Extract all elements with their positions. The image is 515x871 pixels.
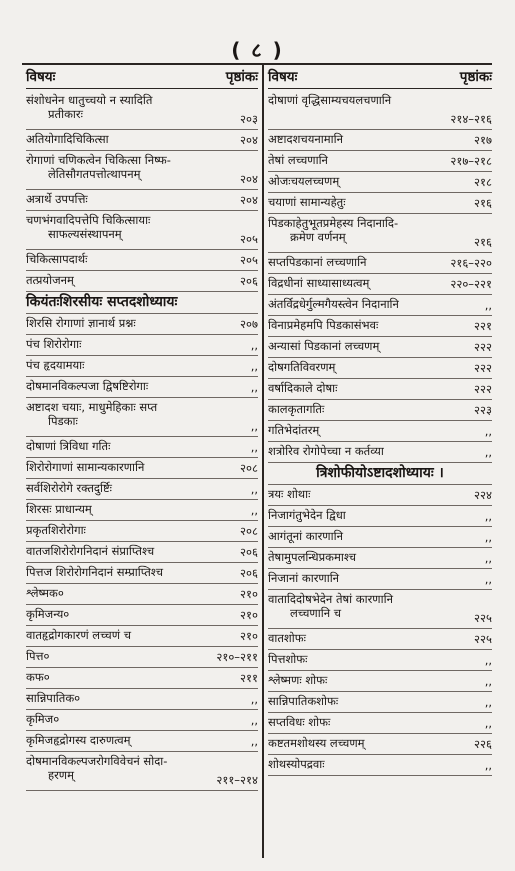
entry-title: तत्प्रयोजनम् [26, 273, 74, 287]
toc-entry [268, 316, 492, 337]
toc-entry [26, 250, 258, 271]
entry-title: दोषगतिविवरणम् [268, 360, 336, 374]
toc-entry [268, 358, 492, 379]
entry-page-number: २११–२१४ [216, 773, 258, 787]
subject-heading: विषयः [268, 69, 298, 85]
entry-title-continued: क्रमेण वर्णनम् [290, 230, 346, 244]
toc-entry [268, 506, 492, 527]
toc-entry [268, 400, 492, 421]
entry-title-continued: साफल्यसंस्थापनम् [48, 227, 122, 241]
right-rows [268, 91, 492, 776]
entry-page-number: २२२ [474, 340, 492, 354]
entry-title: सप्तविधः शोफः [268, 715, 331, 729]
entry-page-number: ,, [250, 440, 258, 454]
entry-page-number: ,, [484, 530, 492, 544]
entry-title: श्लेष्मक० [26, 586, 64, 600]
entry-page-number: २११ [240, 671, 258, 685]
toc-entry [26, 356, 258, 377]
toc-entry [268, 548, 492, 569]
entry-title: सान्निपातिकशोफः [268, 694, 339, 708]
entry-page-number: ,, [484, 551, 492, 565]
entry-title: दोषमानविकल्पजा द्विषष्टिरोगाः [26, 379, 149, 393]
toc-entry [26, 710, 258, 731]
entry-page-number: २०३ [240, 112, 258, 126]
entry-title: कृमिजन्य० [26, 607, 70, 621]
toc-entry [268, 650, 492, 671]
entry-title: वातजशिरोरोगनिदानं संप्राप्तिश्च [26, 544, 155, 558]
toc-entry [26, 377, 258, 398]
toc-entry [268, 713, 492, 734]
left-column-header [26, 66, 258, 89]
toc-entry [26, 314, 258, 335]
entry-title-continued: लच्चणानि च [290, 606, 342, 620]
entry-page-number: २०४ [240, 172, 258, 186]
entry-page-number: २१८ [474, 175, 492, 189]
entry-title: पित्तशोफः [268, 652, 308, 666]
entry-title: शिरसि रोगाणां ज्ञानार्थ प्रश्नः [26, 316, 136, 330]
toc-entry [268, 295, 492, 316]
toc-entry [26, 151, 258, 190]
page-heading: पृष्ठांकः [225, 69, 258, 85]
entry-page-number: ,, [250, 734, 258, 748]
entry-page-number: २०६ [240, 566, 258, 580]
toc-entry [26, 398, 258, 437]
toc-entry [268, 671, 492, 692]
entry-title: निजानां कारणानि [268, 571, 340, 585]
toc-entry [268, 130, 492, 151]
entry-page-number: २१६ [474, 196, 492, 210]
toc-entry [268, 91, 492, 130]
entry-title: अंतर्विद्रधेर्गुल्मगैयस्त्वेन निदानानि [268, 297, 399, 311]
toc-entry [26, 271, 258, 292]
entry-title: कृमिजहृद्रोगस्य दारुणत्वम् [26, 733, 131, 747]
entry-title-continued: प्रतीकारः [48, 107, 83, 121]
toc-entry [26, 626, 258, 647]
entry-page-number: २१६ [474, 235, 492, 249]
toc-entry [26, 91, 258, 130]
toc-entry [268, 214, 492, 253]
entry-title: कियंतःशिरसीयः सप्तदशोध्यायः [26, 294, 178, 310]
entry-page-number: ,, [484, 509, 492, 523]
entry-title: अष्टादश चयाः, माधुमेहिकाः सप्त [26, 400, 158, 414]
right-column-header [268, 66, 492, 89]
entry-title: विद्रधीनां साध्यासाध्यत्वम् [268, 276, 370, 290]
entry-page-number: २२०–२२१ [450, 277, 492, 291]
entry-page-number: २०७ [240, 317, 258, 331]
toc-entry [26, 647, 258, 668]
entry-title: कफ० [26, 670, 50, 684]
entry-title: सान्निपातिक० [26, 691, 81, 705]
entry-page-number: २०५ [240, 253, 258, 267]
entry-page-number: २०६ [240, 274, 258, 288]
toc-entry [268, 590, 492, 629]
entry-title: गतिभेदांतरम् [268, 423, 320, 437]
toc-entry [268, 337, 492, 358]
entry-page-number: ,, [250, 380, 258, 394]
entry-page-number: २०८ [240, 524, 258, 538]
entry-title: ओजःचयलच्चणम् [268, 174, 340, 188]
entry-title: चिकित्सापदार्थः [26, 252, 88, 266]
entry-page-number: २१० [240, 629, 258, 643]
entry-page-number: २१७ [474, 133, 492, 147]
entry-title: रोगाणां चणिकत्वेन चिकित्सा निष्फ- [26, 153, 171, 167]
left-rows [26, 91, 258, 791]
toc-entry [268, 274, 492, 295]
entry-title: विनाप्रमेहमपि पिडकासंभवः [268, 318, 379, 332]
entry-page-number: २१० [240, 608, 258, 622]
toc-entry [26, 437, 258, 458]
toc-entry [268, 692, 492, 713]
entry-page-number: २०५ [240, 232, 258, 246]
entry-title: वातहृद्रोगकारणं लच्चणं च [26, 628, 132, 642]
entry-title: त्रयः शोथाः [268, 487, 311, 501]
toc-entry [26, 605, 258, 626]
entry-page-number: २१४–२१६ [450, 112, 492, 126]
chapter-heading [268, 463, 492, 485]
column-divider [262, 63, 264, 858]
left-column [26, 66, 258, 791]
entry-page-number: ,, [250, 692, 258, 706]
entry-page-number: २२२ [474, 382, 492, 396]
entry-title-continued: हरणम् [48, 768, 75, 782]
toc-entry [26, 668, 258, 689]
entry-page-number: ,, [484, 424, 492, 438]
entry-title: वर्षादिकाले दोषाः [268, 381, 338, 395]
entry-page-number: २१०–२११ [216, 650, 258, 664]
entry-title: तेषामुपलन्धिप्रकमाश्च [268, 550, 357, 564]
entry-title: प्रकृतशिरोरोगाः [26, 523, 86, 537]
entry-page-number: २२५ [474, 632, 492, 646]
entry-title: शिरोरोगाणां सामान्यकारणानि [26, 460, 145, 474]
entry-title: पित्तज शिरोरोगनिदानं सम्प्राप्तिश्च [26, 565, 163, 579]
toc-entry [268, 485, 492, 506]
entry-page-number: ,, [484, 716, 492, 730]
entry-page-number: ,, [250, 713, 258, 727]
entry-page-number: ,, [250, 419, 258, 433]
entry-page-number: ,, [250, 503, 258, 517]
toc-entry [26, 689, 258, 710]
toc-entry [26, 584, 258, 605]
toc-entry [26, 458, 258, 479]
toc-entry [268, 569, 492, 590]
entry-title-continued: पिडकाः [48, 414, 78, 428]
toc-entry [268, 253, 492, 274]
entry-page-number: २२१ [474, 319, 492, 333]
entry-title: शोथस्योपद्रवाः [268, 757, 325, 771]
entry-title: कृमिज० [26, 712, 60, 726]
toc-entry [26, 731, 258, 752]
entry-title-continued: लेतिसौगतपत्तोत्थापनम् [48, 167, 141, 181]
entry-page-number: २०४ [240, 133, 258, 147]
entry-title: कष्टतमशोथस्य लच्चणम् [268, 736, 365, 750]
entry-title: पंच हृदयामयाः [26, 358, 85, 372]
entry-title: आगंतूनां कारणानि [268, 529, 343, 543]
entry-page-number: ,, [484, 298, 492, 312]
entry-title: सप्तपिडकानां लच्चणानि [268, 255, 367, 269]
entry-title: चयाणां सामान्यहेतुः [268, 195, 346, 209]
toc-entry [26, 500, 258, 521]
toc-entry [268, 527, 492, 548]
toc-entry [268, 172, 492, 193]
entry-title: दोषाणां वृद्धिसाम्यचयलचणानि [268, 93, 392, 107]
entry-page-number: ,, [484, 572, 492, 586]
right-column [268, 66, 492, 776]
toc-entry [268, 151, 492, 172]
toc-entry [268, 734, 492, 755]
entry-page-number: ,, [250, 359, 258, 373]
entry-page-number: ,, [250, 482, 258, 496]
entry-page-number: ,, [250, 338, 258, 352]
toc-entry [26, 335, 258, 356]
page-heading: पृष्ठांकः [459, 69, 492, 85]
chapter-heading [26, 292, 258, 314]
toc-entry [26, 521, 258, 542]
entry-page-number: २१७–२१८ [450, 154, 492, 168]
entry-title: पित्त० [26, 649, 50, 663]
entry-page-number: ,, [484, 758, 492, 772]
entry-title: अतियोगादिचिकित्सा [26, 132, 109, 146]
toc-entry [268, 421, 492, 442]
entry-page-number: २०४ [240, 193, 258, 207]
entry-title: अष्टादशचयनामानि [268, 132, 343, 146]
entry-title: सर्वशिरोरोगे रक्तदुर्ष्टिः [26, 481, 113, 495]
entry-title: दोषमानविकल्पजरोगविवेचनं सोदा- [26, 754, 168, 768]
entry-page-number: ,, [484, 695, 492, 709]
entry-title: त्रिशोफीयोऽष्टादशोध्यायः । [316, 465, 444, 481]
subject-heading: विषयः [26, 69, 56, 85]
toc-entry [268, 193, 492, 214]
entry-title: चणभंगवादिपत्तेपि चिकित्सायाः [26, 213, 151, 227]
toc-entry [268, 442, 492, 463]
entry-title: श्लेष्मणः शोफः [268, 673, 328, 687]
entry-title: शत्रोरिव रोगोपेच्चा न कर्तव्या [268, 444, 384, 458]
entry-page-number: २२६ [474, 737, 492, 751]
toc-entry [26, 211, 258, 250]
toc-entry [26, 563, 258, 584]
toc-entry [268, 755, 492, 776]
entry-page-number: ,, [484, 674, 492, 688]
entry-page-number: ,, [484, 445, 492, 459]
entry-title: निजागंतुभेदेन द्विधा [268, 508, 346, 522]
entry-page-number: २०८ [240, 461, 258, 475]
entry-title: दोषाणां त्रिविधा गतिः [26, 439, 111, 453]
entry-title: अत्रार्थे उपपत्तिः [26, 192, 88, 206]
entry-page-number: २२३ [474, 403, 492, 417]
entry-page-number: २२२ [474, 361, 492, 375]
toc-entry [268, 379, 492, 400]
toc-entry [26, 542, 258, 563]
top-divider [22, 63, 492, 65]
entry-page-number: ,, [484, 653, 492, 667]
entry-title: वातशोफः [268, 631, 306, 645]
toc-entry [26, 752, 258, 791]
entry-title: पंच शिरोरोगाः [26, 337, 82, 351]
page-number: ( ८ ) [231, 38, 284, 62]
entry-title: अन्यासां पिडकानां लच्चणम् [268, 339, 380, 353]
entry-title: वातादिदोषभेदेन तेषां कारणानि [268, 592, 393, 606]
toc-entry [26, 479, 258, 500]
toc-entry [26, 190, 258, 211]
entry-title: संशोधनेन धातुच्चयो न स्यादिति [26, 93, 153, 107]
entry-page-number: २०६ [240, 545, 258, 559]
entry-title: पिडकाहेतुभूतप्रमेहस्य निदानादि- [268, 216, 399, 230]
toc-entry [26, 130, 258, 151]
entry-page-number: २१६–२२० [450, 256, 492, 270]
entry-page-number: २२५ [474, 611, 492, 625]
entry-title: कालकृतागतिः [268, 402, 325, 416]
entry-title: शिरसः प्राधान्यम् [26, 502, 92, 516]
entry-page-number: २१० [240, 587, 258, 601]
entry-page-number: २२४ [474, 488, 492, 502]
toc-entry [268, 629, 492, 650]
entry-title: तेषां लच्चणानि [268, 153, 328, 167]
